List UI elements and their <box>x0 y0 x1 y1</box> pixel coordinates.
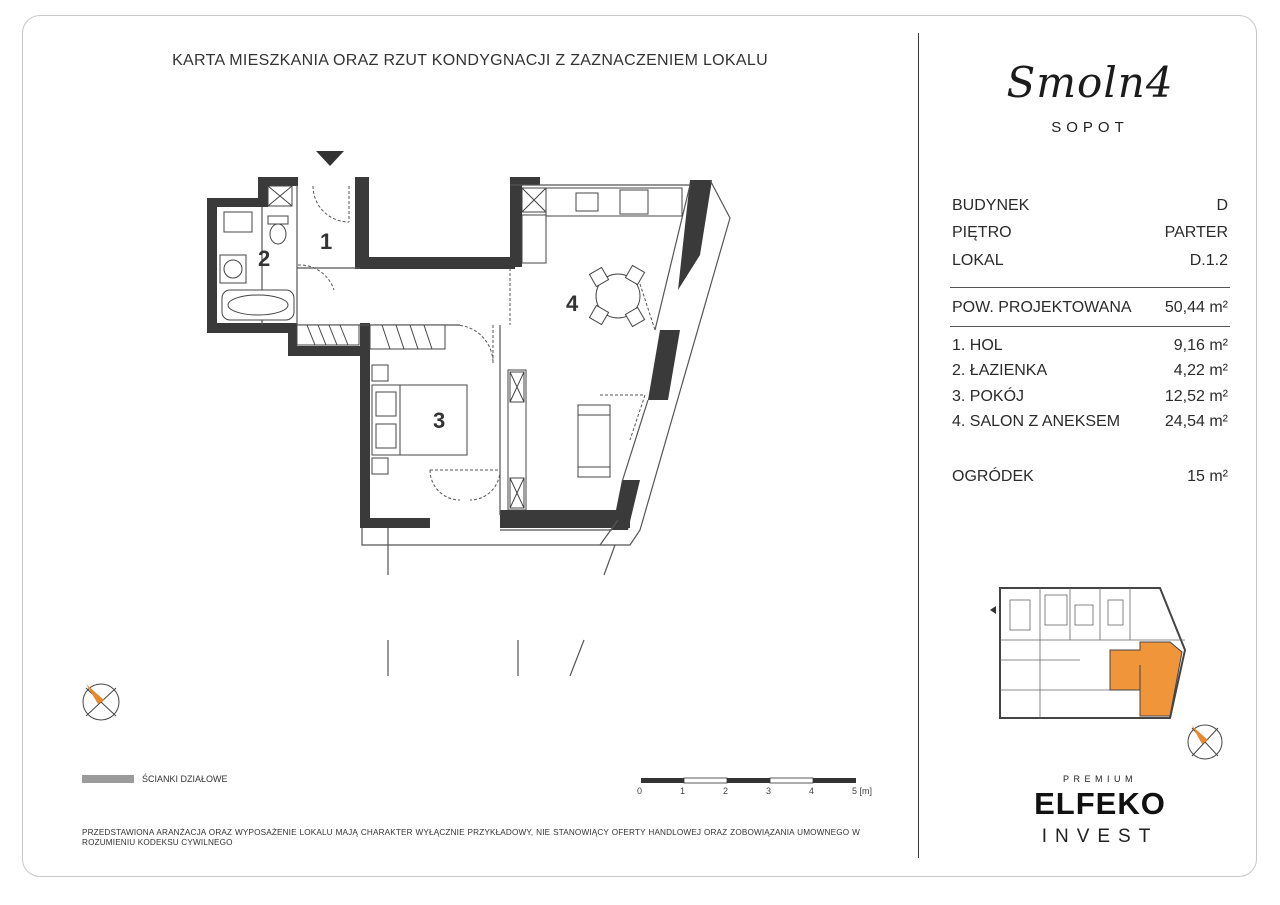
compass-icon-small <box>1188 725 1222 759</box>
brand-premium: PREMIUM <box>1063 774 1137 784</box>
brand-invest: INVEST <box>1041 826 1159 847</box>
garden-label: OGRÓDEK <box>952 468 1034 485</box>
detail-label: LOKAL <box>952 252 1004 269</box>
brand-logo: ELFEKO <box>1034 786 1166 821</box>
page-title: KARTA MIESZKANIA ORAZ RZUT KONDYGNACJI Z ZAZNACZENIEM LOKALU <box>172 52 768 69</box>
room-value: 4,22 m² <box>1173 362 1228 379</box>
scale-bar <box>641 778 856 783</box>
legend-label: ŚCIANKI DZIAŁOWE <box>142 774 228 784</box>
room-value: 9,16 m² <box>1173 337 1228 354</box>
scale-tick: 3 <box>766 786 772 796</box>
bathroom-fixtures <box>220 212 294 320</box>
key-plan <box>990 588 1185 718</box>
legend-swatch <box>82 775 134 783</box>
room-label: 2. ŁAZIENKA <box>952 362 1048 379</box>
room-label: 3. POKÓJ <box>952 388 1025 405</box>
detail-value: D <box>1216 197 1228 214</box>
detail-value: D.1.2 <box>1189 252 1228 269</box>
scale-tick: 2 <box>723 786 729 796</box>
scale-tick: 0 <box>637 786 643 796</box>
area-total-value: 50,44 m² <box>1164 299 1228 316</box>
logo-script: Smoln4 <box>1006 58 1174 107</box>
room-number-1: 1 <box>320 229 333 254</box>
detail-label: BUDYNEK <box>952 197 1030 214</box>
detail-value: PARTER <box>1164 224 1228 241</box>
divider-rule <box>950 287 1230 288</box>
room-number-3: 3 <box>433 408 446 433</box>
entrance-arrow-icon <box>316 151 344 166</box>
garden-value: 15 m² <box>1187 468 1228 485</box>
divider-rule <box>950 326 1230 327</box>
sofa <box>578 405 610 477</box>
room-value: 12,52 m² <box>1164 388 1228 405</box>
room-number-4: 4 <box>566 291 579 316</box>
room-number-2: 2 <box>258 246 271 271</box>
room-label: 4. SALON Z ANEKSEM <box>952 413 1121 430</box>
scale-tick: 4 <box>809 786 815 796</box>
bed <box>372 365 467 474</box>
logo-subtitle: SOPOT <box>1051 119 1129 136</box>
room-label: 1. HOL <box>952 337 1003 354</box>
area-total-label: POW. PROJEKTOWANA <box>952 299 1132 316</box>
disclaimer: PRZEDSTAWIONA ARANŻACJA ORAZ WYPOSAŻENIE LOKALU MAJĄ CHARAKTER WYŁĄCZNIE PRZYKŁADOWY, NIE STANOWIĄCY OFERTY HANDLOWEJ ORAZ ZOBOWIĄZANIA UMOWNEGO W ROZUMIENIU KODEKSU CYWILNEGO <box>82 828 860 847</box>
compass-icon <box>83 684 119 720</box>
scale-tick: 5 [m] <box>852 786 873 796</box>
dining-table <box>589 265 644 326</box>
detail-label: PIĘTRO <box>952 224 1012 241</box>
kitchen <box>522 188 682 263</box>
scale-tick: 1 <box>680 786 686 796</box>
room-value: 24,54 m² <box>1164 413 1228 430</box>
